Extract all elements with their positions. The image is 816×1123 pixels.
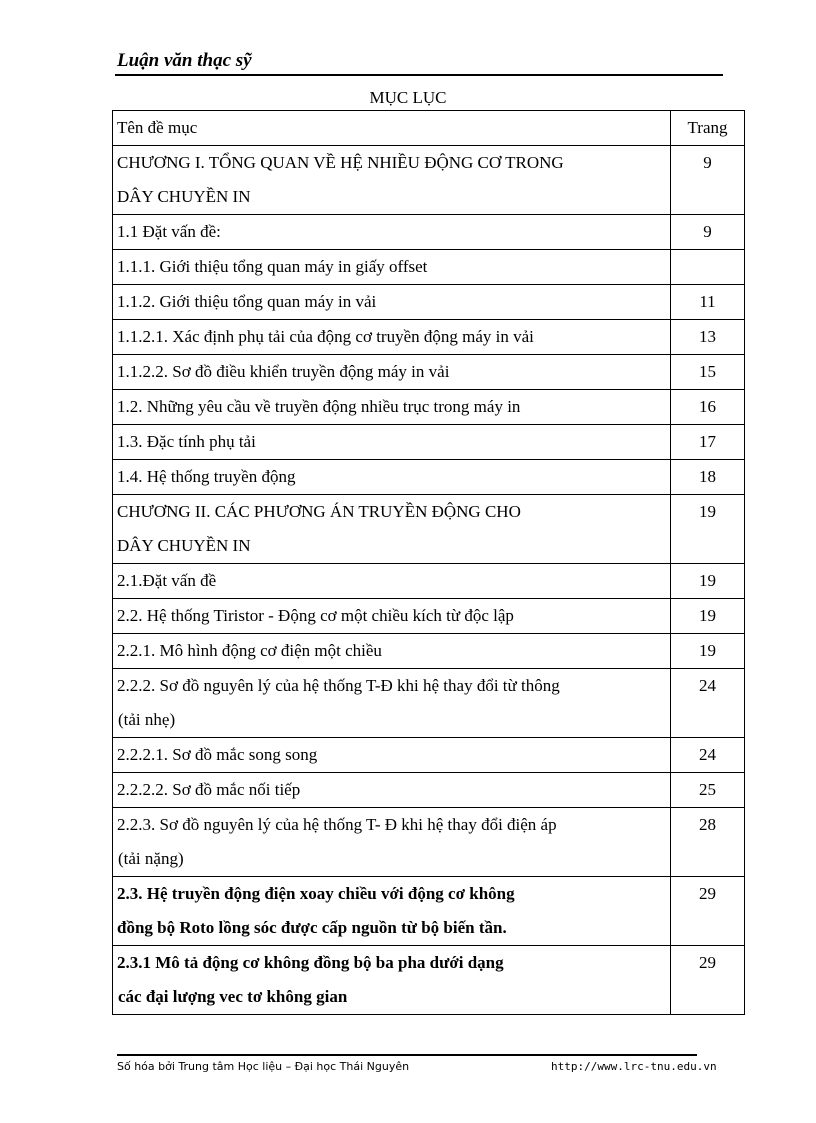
toc-entry-continuation: (tải nặng) [118,849,184,868]
toc-entry-text: 1.1.2.1. Xác định phụ tải của động cơ truyền động máy in vải [117,327,534,346]
toc-row [113,634,745,669]
toc-entry-text: 2.1.Đặt vấn đề [117,571,217,590]
toc-entry-page: 18 [671,460,745,495]
toc-entry-title [113,215,671,250]
toc-entry-text: 2.2.1. Mô hình động cơ điện một chiều [117,641,382,660]
toc-row [113,877,745,946]
toc-entry-page: 9 [671,146,745,215]
toc-row [113,146,745,215]
toc-row [113,425,745,460]
header-rule [115,74,723,76]
toc-row [113,599,745,634]
running-header-title: Luận văn thạc sỹ [117,50,252,71]
toc-entry-title [113,250,671,285]
toc-entry-page: 16 [671,390,745,425]
toc-entry-page: 19 [671,634,745,669]
toc-entry-page: 11 [671,285,745,320]
toc-entry-title [113,564,671,599]
toc-entry-page: 24 [671,738,745,773]
toc-entry-text: 2.3.1 Mô tả động cơ không đồng bộ ba pha dưới dạng [117,953,504,972]
toc-row [113,460,745,495]
toc-row [113,808,745,877]
toc-entry-text: 2.2.3. Sơ đồ nguyên lý của hệ thống T- Đ khi hệ thay đổi điện áp [117,815,557,834]
toc-entry-title [113,669,671,738]
toc-row [113,564,745,599]
toc-entry-text: 1.1 Đặt vấn đề: [117,222,221,241]
toc-entry-text: 2.2. Hệ thống Tiristor - Động cơ một chiều kích từ độc lập [117,606,514,625]
toc-entry-text: CHƯƠNG II. CÁC PHƯƠNG ÁN TRUYỀN ĐỘNG CHO DÂY CHUYỀN IN [117,502,521,555]
toc-entry-title [113,390,671,425]
toc-entry-text: 2.2.2.2. Sơ đồ mắc nối tiếp [117,780,301,799]
toc-row [113,320,745,355]
toc-entry-page: 19 [671,599,745,634]
toc-entry-text: 1.4. Hệ thống truyền động [117,467,296,486]
toc-entry-page [671,250,745,285]
toc-entry-page: 15 [671,355,745,390]
toc-row [113,215,745,250]
toc-row [113,355,745,390]
toc-entry-text: 2.2.2.1. Sơ đồ mắc song song [117,745,318,764]
toc-row [113,669,745,738]
toc-heading: MỤC LỤC [369,88,447,107]
toc-entry-title [113,285,671,320]
toc-entry-title [113,773,671,808]
toc-entry-title [113,599,671,634]
toc-entry-title [113,877,671,946]
toc-column-header-page: Trang [671,111,745,146]
toc-entry-text: 1.2. Những yêu cầu về truyền động nhiều trục trong máy in [117,397,521,416]
toc-table [112,110,745,1015]
toc-row [113,285,745,320]
toc-row [113,390,745,425]
toc-entry-title [113,146,671,215]
toc-entry-continuation: (tải nhẹ) [118,710,176,729]
toc-entry-title [113,634,671,669]
toc-entry-title [113,946,671,1015]
toc-entry-text: 1.1.2. Giới thiệu tổng quan máy in vải [117,292,377,311]
toc-entry-page: 28 [671,808,745,877]
toc-entry-title [113,495,671,564]
toc-column-header-title: Tên đề mục [113,111,671,146]
toc-row [113,250,745,285]
toc-entry-title [113,320,671,355]
toc-entry-page: 13 [671,320,745,355]
footer-credit: Số hóa bởi Trung tâm Học liệu – Đại học Thái Nguyên [117,1060,410,1073]
footer-url: http://www.lrc-tnu.edu.vn [551,1060,717,1073]
toc-entry-page: 17 [671,425,745,460]
toc-entry-title [113,425,671,460]
toc-row [113,773,745,808]
toc-row [113,495,745,564]
toc-entry-title [113,355,671,390]
toc-entry-title [113,460,671,495]
toc-entry-title [113,808,671,877]
toc-entry-text: 2.3. Hệ truyền động điện xoay chiều với động cơ không đồng bộ Roto lồng sóc được cấp nguồn từ bộ biến tần. [117,884,515,937]
toc-header-row [113,111,745,146]
toc-entry-title [113,738,671,773]
toc-entry-continuation: các đại lượng vec tơ không gian [118,987,348,1006]
toc-entry-page: 19 [671,564,745,599]
toc-entry-page: 9 [671,215,745,250]
footer-rule [117,1054,697,1056]
toc-entry-page: 19 [671,495,745,564]
toc-entry-text: 1.3. Đặc tính phụ tải [117,432,256,451]
toc-entry-page: 24 [671,669,745,738]
toc-entry-text: CHƯƠNG I. TỔNG QUAN VỀ HỆ NHIỀU ĐỘNG CƠ TRONG DÂY CHUYỀN IN [117,153,564,206]
toc-entry-text: 1.1.2.2. Sơ đồ điều khiển truyền động máy in vải [117,362,450,381]
toc-entry-text: 2.2.2. Sơ đồ nguyên lý của hệ thống T-Đ khi hệ thay đổi từ thông [117,676,560,695]
toc-row [113,946,745,1015]
toc-entry-page: 25 [671,773,745,808]
toc-entry-page: 29 [671,877,745,946]
toc-row [113,738,745,773]
toc-entry-text: 1.1.1. Giới thiệu tổng quan máy in giấy offset [117,257,428,276]
toc-entry-page: 29 [671,946,745,1015]
